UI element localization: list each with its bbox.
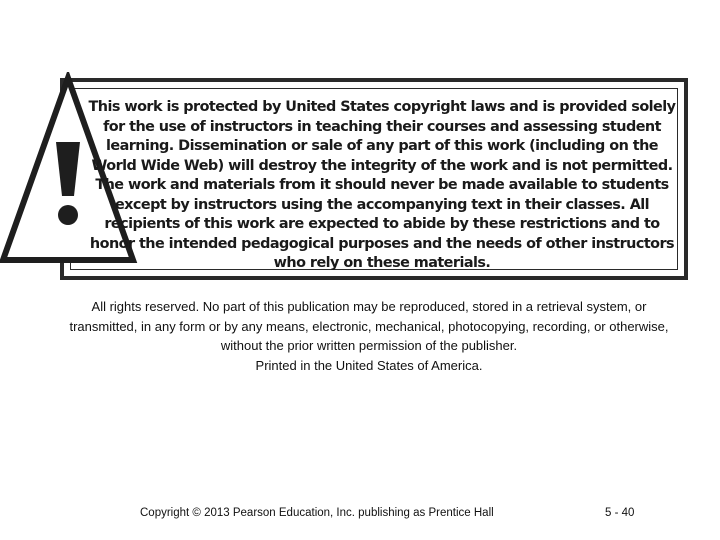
rights-notice: [58, 297, 680, 375]
rights-text: All rights reserved. No part of this publication may be reproduced, stored in a retrieval system, or transmitted, in any form or by any means, electronic, mechanical, photocopying, recording, or otherwise, without the prior written permission of the publisher.: [69, 299, 669, 353]
footer-copyright: Copyright © 2013 Pearson Education, Inc. publishing as Prentice Hall: [140, 507, 494, 519]
footer-page-number: 5 - 40: [605, 507, 635, 519]
printed-in-text: Printed in the United States of America.: [255, 357, 483, 373]
copyright-warning-banner: [0, 72, 702, 292]
banner-text: This work is protected by United States copyright laws and is provided solely for the use of instructors in teaching their courses and assessing student learning. Dissemination or sale of any part of this work (including on the World Wide Web) will destroy the integrity of the work and is not permitted. The work and materials from it should never be made available to students except by instructors using the accompanying text in their classes. All recipients of this work are expected to abide by these restrictions and to honor the intended pedagogical purposes and the needs of other instructors who rely on these materials.: [88, 99, 676, 271]
